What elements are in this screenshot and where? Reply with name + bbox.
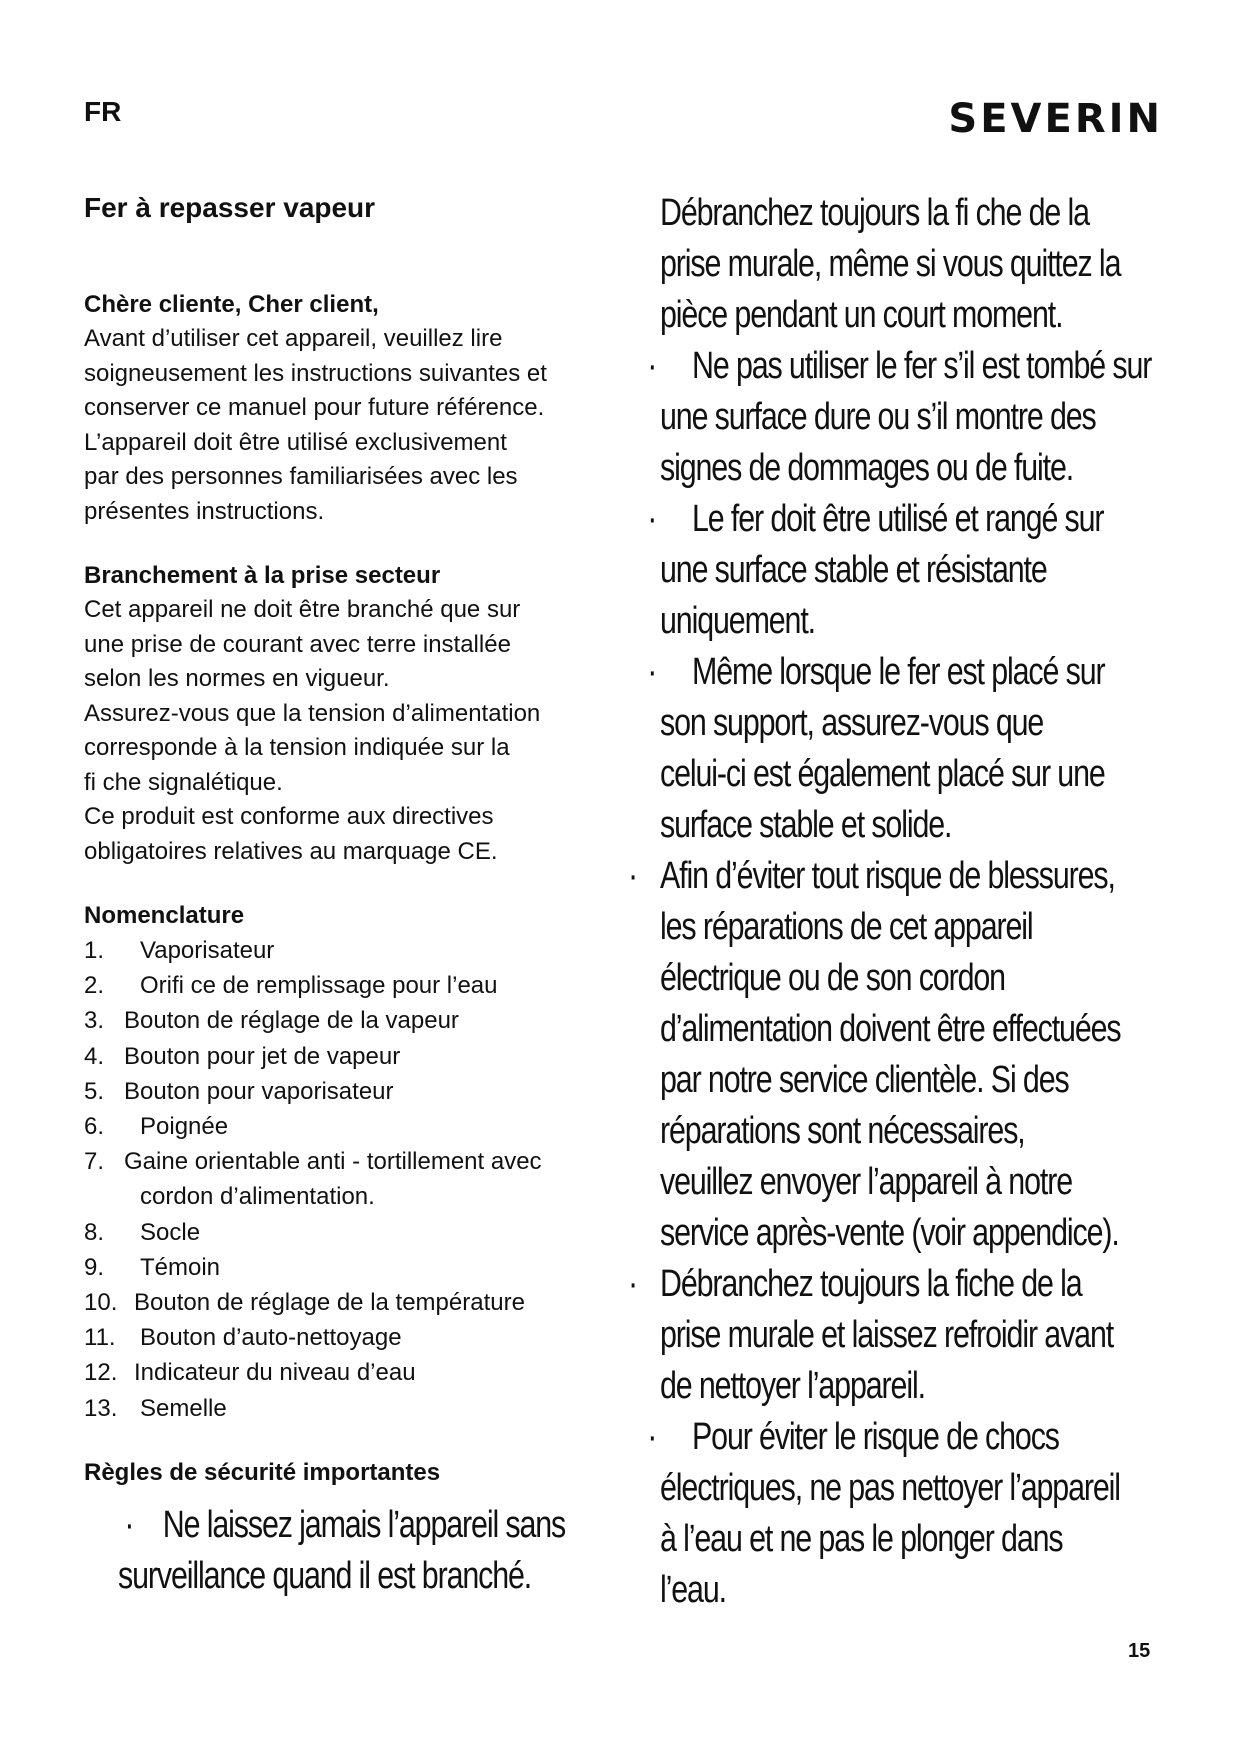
safety-line: une surface stable et résistante <box>660 549 1047 591</box>
page-number: 15 <box>1128 1640 1151 1662</box>
safety-line: · Afin d’éviter tout risque de blessures, <box>660 851 1220 902</box>
bullet-dot: · <box>124 1503 134 1546</box>
list-item: 1. Vaporisateur <box>84 937 275 964</box>
connection-line: selon les normes en vigueur. <box>84 665 390 692</box>
safety-line: réparations sont nécessaires, <box>660 1110 1025 1152</box>
safety-line: l’eau. <box>660 1569 726 1611</box>
list-item: 2. Orifi ce de remplissage pour l’eau <box>84 972 498 1000</box>
safety-line: · Le fer doit être utilisé et rangé sur <box>660 494 1220 545</box>
connection-line: fi che signalétique. <box>84 768 283 796</box>
list-item: 4. Bouton pour jet de vapeur <box>84 1042 401 1070</box>
list-item: 12. Indicateur du niveau d’eau <box>84 1359 416 1387</box>
list-item: 8. Socle <box>84 1218 201 1246</box>
greeting-line: conserver ce manuel pour future référence. <box>84 394 545 421</box>
connection-line: Cet appareil ne doit être branché que sur <box>84 596 521 623</box>
safety-bullet-left: · Ne laissez jamais l’appareil sans surveillance quand il est branché. <box>94 1500 598 1602</box>
safety-line: Débranchez toujours la fi che de la <box>660 192 1089 234</box>
brand-logo: SEVERIN <box>948 96 1163 142</box>
bullet-dot: · <box>628 1263 638 1305</box>
list-item: 10. Bouton de réglage de la température <box>84 1289 525 1317</box>
safety-line: · Même lorsque le fer est placé sur <box>660 647 1220 698</box>
safety-line: électrique ou de son cordon <box>660 957 1005 999</box>
bullet-dot: · <box>647 498 657 540</box>
greeting-line: par des personnes familiarisées avec les <box>84 463 518 490</box>
safety-line: pièce pendant un court moment. <box>660 294 1063 336</box>
greeting-line: Avant d’utiliser cet appareil, veuillez lire <box>84 325 503 352</box>
left-column <box>84 190 604 1602</box>
safety-line: par notre service clientèle. Si des <box>660 1059 1069 1101</box>
safety-line: celui-ci est également placé sur une <box>660 753 1105 795</box>
list-item: 3. Bouton de réglage de la vapeur <box>84 1007 459 1035</box>
list-item: 6. Poignée <box>84 1113 229 1141</box>
greeting-line: L’appareil doit être utilisé exclusivement <box>84 428 507 456</box>
connection-line: obligatoires relatives au marquage CE. <box>84 837 498 865</box>
page-title: Fer à repasser vapeur <box>84 192 376 223</box>
safety-line: veuillez envoyer l’appareil à notre <box>660 1161 1072 1203</box>
bullet-dot: · <box>647 1416 657 1458</box>
safety-line: son support, assurez-vous que <box>660 702 1044 744</box>
safety-line: · Ne pas utiliser le fer s’il est tombé sur <box>660 341 1220 392</box>
safety-line: d’alimentation doivent être effectuées <box>660 1008 1121 1050</box>
safety-line: surface stable et solide. <box>660 804 952 846</box>
safety-line: service après-vente (voir appendice). <box>660 1212 1119 1254</box>
nomenclature-list <box>84 933 604 1426</box>
safety-line: prise murale et laissez refroidir avant <box>660 1314 1114 1356</box>
list-item: cordon d’alimentation. <box>140 1183 375 1211</box>
bullet-dot: · <box>647 345 657 387</box>
safety-line: · Pour éviter le risque de chocs <box>660 1412 1220 1463</box>
connection-line: Ce produit est conforme aux directives <box>84 803 494 830</box>
safety-line: à l’eau et ne pas le plonger dans <box>660 1518 1063 1560</box>
safety-line: signes de dommages ou de fuite. <box>660 447 1074 489</box>
safety-line: de nettoyer l’appareil. <box>660 1365 925 1407</box>
greeting-heading: Chère cliente, Cher client, <box>84 291 379 318</box>
list-item: 9. Témoin <box>84 1253 221 1281</box>
connection-heading: Branchement à la prise secteur <box>84 562 441 589</box>
list-item: 7. Gaine orientable anti - tortillement avec <box>84 1148 542 1176</box>
safety-line: les réparations de cet appareil <box>660 906 1033 948</box>
safety-heading: Règles de sécurité importantes <box>84 1458 441 1486</box>
greeting-line: soigneusement les instructions suivantes et <box>84 359 547 387</box>
safety-line: électriques, ne pas nettoyer l’appareil <box>660 1467 1120 1509</box>
greeting-line: présentes instructions. <box>84 497 325 525</box>
safety-bullet-list <box>628 188 1220 1616</box>
safety-line: · Débranchez toujours la fiche de la <box>660 1259 1220 1310</box>
safety-line: prise murale, même si vous quittez la <box>660 243 1121 285</box>
connection-line: corresponde à la tension indiquée sur la <box>84 734 510 761</box>
list-item: 11. Bouton d’auto-nettoyage <box>84 1324 402 1352</box>
list-item: 13. Semelle <box>84 1394 227 1422</box>
nomenclature-heading: Nomenclature <box>84 902 245 929</box>
language-code: FR <box>84 96 122 127</box>
connection-line: Assurez-vous que la tension d’alimentation <box>84 699 541 727</box>
connection-line: une prise de courant avec terre installée <box>84 630 511 658</box>
bullet-dot: · <box>628 855 638 897</box>
list-item: 5. Bouton pour vaporisateur <box>84 1077 394 1105</box>
safety-line: une surface dure ou s’il montre des <box>660 396 1096 438</box>
safety-line: uniquement. <box>660 600 815 642</box>
bullet-dot: · <box>647 651 657 693</box>
right-column <box>628 188 1241 1616</box>
